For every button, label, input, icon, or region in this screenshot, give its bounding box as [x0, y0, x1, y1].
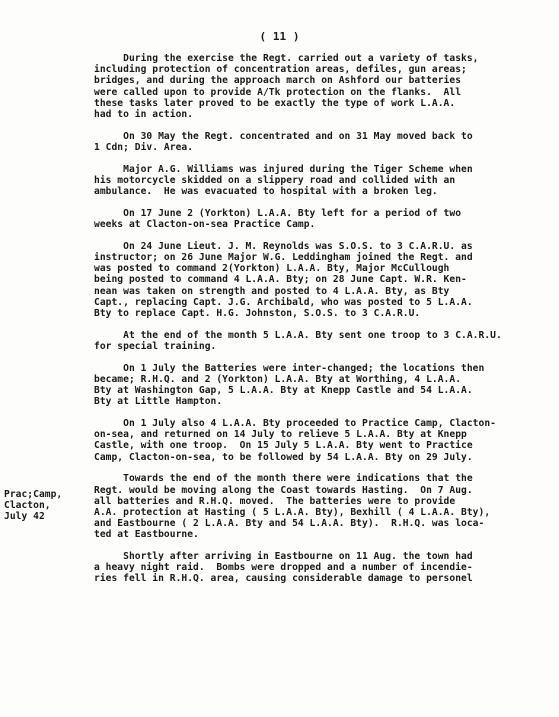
text-line: including protection of concentration areas, defiles, gun areas; [94, 64, 467, 76]
text-line: on-sea, and returned on 14 July to relieve 5 L.A.A. Bty at Knepp [94, 429, 467, 441]
margin-note [4, 489, 96, 523]
text-line: 1 Cdn; Div. Area. [94, 141, 194, 153]
paragraph [94, 164, 540, 198]
text-line: nean was taken on strength and posted to 4 L.A.A. Bty, as Bty [94, 285, 450, 297]
text-line: weeks at Clacton-on-sea Practice Camp. [94, 219, 316, 231]
text-line: On 1 July the Batteries were inter-changed; the locations then [94, 362, 485, 374]
margin-note-line: Clacton, [4, 500, 51, 512]
text-line: Camp, Clacton-on-sea, to be followed by 54 L.A.A. Bty on 29 July. [94, 451, 473, 463]
paragraph [94, 473, 540, 540]
text-line: On 24 June Lieut. J. M. Reynolds was S.O.S. to 3 C.A.R.U. as [94, 240, 473, 252]
text-line: Bty at Washington Gap, 5 L.A.A. Bty at Knepp Castle and 54 L.A.A. [94, 385, 473, 397]
text-line: ambulance. He was evacuated to hospital with a broken leg. [94, 186, 438, 198]
text-line: were called upon to provide A/Tk protection on the flanks. All [94, 86, 462, 98]
text-line: for special training. [94, 340, 217, 352]
text-line: instructor; on 26 June Major W.G. Leddingham joined the Regt. and [94, 252, 473, 263]
text-line: Castle, with one troop. On 15 July 5 L.A.A. Bty went to Practice [94, 440, 473, 452]
text-line: was posted to command 2(Yorkton) L.A.A. Bty, Major McCullough [94, 263, 450, 275]
paragraph [94, 330, 540, 352]
text-line: Bty at Little Hampton. [94, 396, 223, 408]
text-line: During the exercise the Regt. carried out a variety of tasks, [94, 53, 479, 64]
margin-note-line: July 42 [4, 511, 45, 523]
paragraph [94, 551, 540, 585]
text-line: ted at Eastbourne. [94, 529, 199, 541]
text-line: Towards the end of the month there were indications that the [94, 473, 473, 485]
text-line: On 1 July also 4 L.A.A. Bty proceeded to Practice Camp, Clacton- [94, 418, 496, 430]
paragraph [94, 208, 540, 230]
text-line: A.A. protection at Hasting ( 5 L.A.A. Bty), Bexhill ( 4 L.A.A. Bty), [94, 506, 491, 518]
text-line: being posted to command 4 L.A.A. Bty; on 28 June Capt. W.R. Ken- [94, 274, 467, 286]
text-line: a heavy night raid. Bombs were dropped and a number of incendie- [94, 562, 473, 574]
paragraph [94, 418, 540, 463]
text-line: At the end of the month 5 L.A.A. Bty sent one troop to 3 C.A.R.U. [94, 329, 502, 341]
margin-note-line: Prac;Camp, [4, 489, 63, 500]
text-line: these tasks later proved to be exactly the type of work L.A.A. [94, 97, 456, 109]
text-line: and Eastbourne ( 2 L.A.A. Bty and 54 L.A.A. Bty). R.H.Q. was loca- [94, 518, 485, 530]
text-line: had to in action. [94, 108, 194, 120]
text-line: Capt., replacing Capt. J.G. Archibald, who was posted to 5 L.A.A. [94, 296, 473, 308]
text-line: Regt. would be moving along the Coast towards Hasting. On 7 Aug. [94, 484, 473, 496]
paragraph [94, 53, 540, 120]
paragraph [94, 241, 540, 319]
text-line: ries fell in R.H.Q. area, causing considerable damage to personel [94, 573, 473, 585]
text-line: On 17 June 2 (Yorkton) L.A.A. Bty left for a period of two [94, 207, 462, 219]
text-line: On 30 May the Regt. concentrated and on 31 May moved back to [94, 130, 473, 142]
text-line: became; R.H.Q. and 2 (Yorkton) L.A.A. Bty at Worthing, 4 L.A.A. [94, 373, 462, 385]
text-line: his motorcycle skidded on a slippery road and collided with an [94, 174, 456, 186]
text-line: bridges, and during the approach march on Ashford our batteries [94, 75, 462, 87]
text-line: Major A.G. Williams was injured during the Tiger Scheme when [94, 163, 473, 175]
text-line: Shortly after arriving in Eastbourne on 11 Aug. the town had [94, 551, 473, 563]
document-body [94, 53, 540, 595]
paragraph [94, 131, 540, 153]
page-number: ( 11 ) [259, 30, 300, 43]
paragraph [94, 363, 540, 408]
text-line: all batteries and R.H.Q. moved. The batteries were to provide [94, 495, 456, 507]
text-line: Bty to replace Capt. H.G. Johnston, S.O.S. to 3 C.A.R.U. [94, 307, 421, 319]
